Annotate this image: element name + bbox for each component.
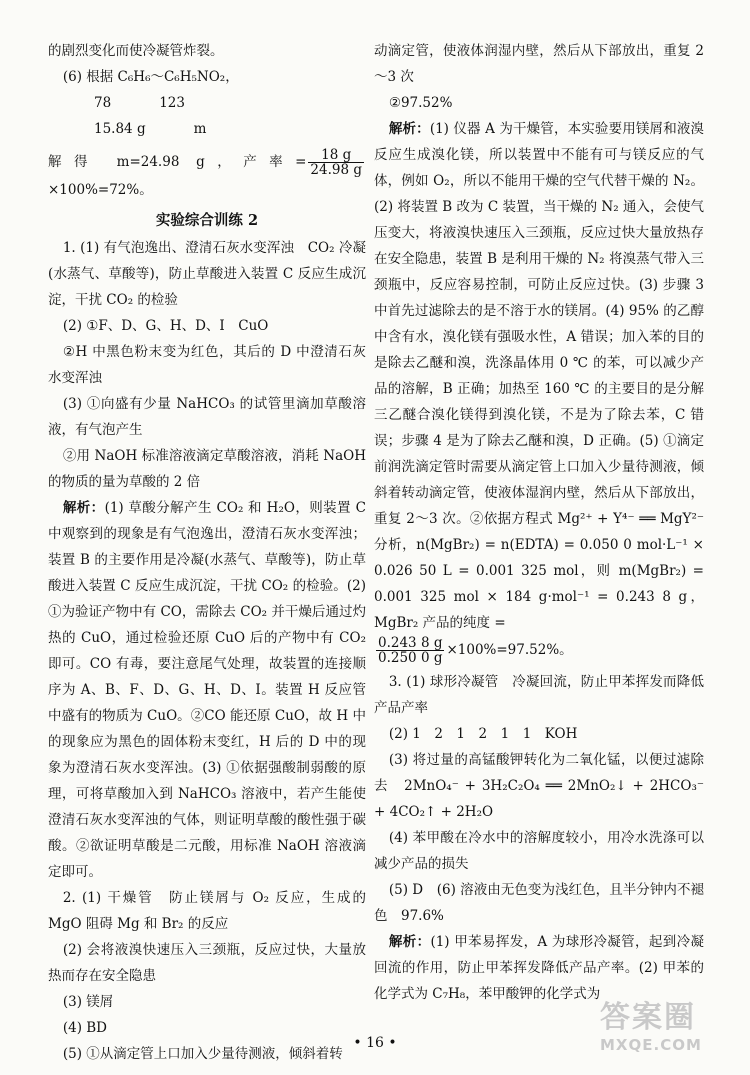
answer-para: ②用 NaOH 标准溶液滴定草酸溶液，消耗 NaOH 的物质的量为草酸的 2 倍 (48, 448, 366, 490)
answer-para: 1. (1) 有气泡逸出、澄清石灰水变浑浊 CO₂ 冷凝(水蒸气、草酸等)，防止草酸进入装置 C 反应生成沉淀，干扰 CO₂ 的检验 (48, 240, 366, 308)
fraction (308, 148, 364, 177)
text-span: 解得 m=24.98 g，产率= (48, 154, 307, 170)
analysis-label: 解析： (62, 500, 105, 516)
equation-value: 15.84 g (94, 121, 146, 137)
answer-para: 2. (1) 干燥管 防止镁屑与 O₂ 反应，生成的 MgO 阻碍 Mg 和 Br₂ 的反应 (48, 890, 366, 932)
section-title: 实验综合训练 2 (155, 212, 259, 229)
answer-para: (2) ①F、D、G、H、D、I CuO (62, 318, 269, 334)
answer-para: (3) 镁屑 (62, 994, 114, 1010)
equation-value: 123 (159, 95, 185, 111)
equation-row (48, 116, 366, 142)
numerator: 18 g (308, 148, 364, 163)
analysis-label: 解析： (388, 121, 430, 137)
purity-line (374, 636, 704, 665)
answer-para: 3. (1) 球形冷凝管 冷凝回流，防止甲苯挥发而降低产品产率 (374, 674, 704, 716)
answer-para: (3) ①向盛有少量 NaHCO₃ 的试管里滴加草酸溶液，有气泡产生 (48, 396, 366, 438)
text-line: (6) 根据 C₆H₆～C₆H₅NO₂， (62, 69, 239, 85)
equation-row (48, 90, 366, 116)
left-column (48, 38, 366, 1067)
answer-para: ②H 中黑色粉末变为红色，其后的 D 中澄清石灰水变浑浊 (48, 344, 366, 386)
text-span: ×100%=72%。 (48, 182, 153, 198)
right-column (374, 38, 704, 1007)
equation-value: m (193, 121, 207, 137)
answer-para: (4) BD (62, 1020, 108, 1036)
watermark-line: MXQE.COM (600, 1036, 702, 1054)
fraction (376, 636, 444, 665)
page-number: • 16 • (353, 1035, 397, 1051)
answer-para: 动滴定管，使液体润湿内壁，然后从下部放出，重复 2～3 次 (374, 43, 704, 85)
watermark-line: 答案圈 (600, 1000, 696, 1035)
text-span: ×100%=97.52%。 (446, 642, 573, 658)
text-line: 的剧烈变化而使冷凝管炸裂。 (48, 43, 224, 59)
answer-para: (2) 会将液溴快速压入三颈瓶，反应过快，大量放热而存在安全隐患 (48, 942, 366, 984)
watermark-logo (600, 1000, 740, 1066)
analysis-label: 解析： (388, 934, 431, 950)
numerator: 0.243 8 g (378, 635, 443, 651)
analysis-para (374, 116, 704, 636)
answer-para: (5) ①从滴定管上口加入少量待测液，倾斜着转 (62, 1046, 343, 1062)
answer-para: (3) 将过量的高锰酸钾转化为二氧化锰，以便过滤除去 2MnO₄⁻ + 3H₂C₂O₄ ══ 2MnO₂↓ + 2HCO₃⁻ + 4CO₂↑ + 2H₂O (374, 752, 704, 820)
answer-para: (4) 苯甲酸在冷水中的溶解度较小，用冷水洗涤可以减少产品的损失 (374, 830, 704, 872)
analysis-text: (1) 仪器 A 为干燥管，本实验要用镁屑和液溴反应生成溴化镁，所以装置中不能有可与镁反应的气体，例如 O₂，所以不能用干燥的空气代替干燥的 N₂。(2) 将装置 B 改为 C 装置，当干燥的 N₂ 通入，会使气压变大，将液溴快速压入三颈瓶，反应过快大量放热存在安全隐患，装置 B 是利用干燥的 N₂ 将溴蒸气带入三颈瓶中，反应容易控制，可防止反应过快。(3) 步骤 3 中首先过滤除去的是不溶于水的镁屑。(4) 95% 的乙醇中含有水，溴化镁有强吸水性，A 错误；加入苯的目的是除去乙醚和溴，洗涤晶体用 0 ℃ 的苯，可以减少产品的溶解，B 正确；加热至 160 ℃ 的主要目的是分解三乙醚合溴化镁得到溴化镁，不是为了除去苯，C 错误；步骤 4 是为了除去乙醚和溴，D 正确。(5) ①滴定前润洗滴定管时需要从滴定管上口加入少量待测液，倾斜着转动滴定管，使液体湿润内壁，然后从下部放出，重复 2～3 次。②依据方程式 Mg²⁺ + Y⁴⁻ ══ MgY²⁻ 分析，n(MgBr₂) = n(EDTA) = 0.050 0 mol·L⁻¹ × 0.026 50 L = 0.001 325 mol，则 m(MgBr₂) = 0.001 325 mol × 184 g·mol⁻¹ = 0.243 8 g，MgBr₂ 产品的纯度 = (374, 121, 704, 631)
answer-para: (5) D (6) 溶液由无色变为浅红色，且半分钟内不褪色 97.6% (374, 882, 704, 924)
answer-para: (2) 1 2 1 2 1 1 KOH (388, 726, 578, 742)
analysis-text: (1) 草酸分解产生 CO₂ 和 H₂O，则装置 C 中观察到的现象是有气泡逸出，澄清石灰水变浑浊；装置 B 的主要作用是冷凝(水蒸气、草酸等)，防止草酸进入装置 C 反应生成沉淀，干扰 CO₂ 的检验。(2) ①为验证产物中有 CO，需除去 CO₂ 并干燥后通过灼热的 CuO，通过检验还原 CuO 后的产物中有 CO₂ 即可。CO 有毒，要注意尾气处理，故装置的连接顺序为 A、B、F、D、G、H、D、I。装置 H 反应管中盛有的物质为 CuO。②CO 能还原 CuO，故 H 中的现象应为黑色的固体粉末变红，H 后的 D 中的现象为澄清石灰水变浑浊。(3) ①依据强酸制弱酸的原理，可将草酸加入到 NaHCO₃ 溶液中，若产生能使澄清石灰水变浑浊的气体，则证明草酸的酸性强于碳酸。②欲证明草酸是二元酸，用标准 NaOH 溶液滴定即可。 (48, 500, 366, 880)
analysis-text: (1) 甲苯易挥发，A 为球形冷凝管，起到冷凝回流的作用，防止甲苯挥发降低产品产率。(2) 甲苯的化学式为 C₇H₈，苯甲酸钾的化学式为 (374, 934, 704, 1002)
analysis-para (374, 929, 704, 1007)
denominator: 0.250 0 g (378, 650, 443, 666)
equation-value: 78 (94, 95, 112, 111)
denominator: 24.98 g (310, 162, 362, 178)
yield-line (48, 148, 366, 203)
answer-para: ②97.52% (388, 95, 453, 111)
analysis-para (48, 495, 366, 885)
